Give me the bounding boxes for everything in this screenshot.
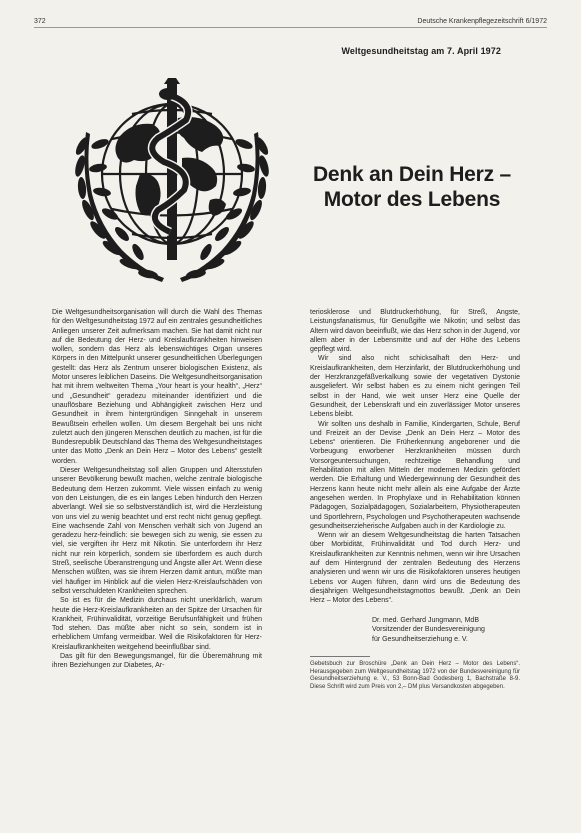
headline-line-2: Motor des Lebens — [323, 188, 501, 211]
article-headline — [286, 162, 538, 212]
footnote-rule — [310, 656, 370, 657]
paragraph: Dieser Weltgesundheitstag soll allen Gruppen und Altersstufen unserer Bevölkerung bewußt machen, welche zentrale biologische Bedeutung dem Herzen zukommt. Viele wissen einfach zu wenig von den Leistungen, die es ein langes Leben hindurch den Herzen abverlangt. Weil sie so selbstverständlich ist, wird die Herzleistung von uns viel zu wenig beachtet und erst recht nicht genug gepflegt. Eine wachsende Zahl von Menschen verhält sich von Jugend an geradezu herz-feindlich: sie bewegen sich zu wenig, sie essen zu viel, sie vergiften ihr Herz mit Nikotin. Sie unterfordern ihr Herz nicht nur rein körperlich, sondern sie überfordern es auch durch Streß, seelische Überanstrengung und Ängste aller Art. Wenn diese Menschen wüßten, was sie ihrem Herzen damit antun, müßte man viel häufiger im Hinblick auf die vielen Herz-Kreislaufschäden von selbst verschuldeten Krankheiten sprechen. — [52, 467, 262, 595]
journal-name: Deutsche Krankenpflegezeitschrift 6/1972 — [417, 18, 547, 25]
header-rule — [34, 27, 547, 28]
author-signature — [372, 616, 520, 645]
paragraph: Die Weltgesundheitsorganisation will durch die Wahl des Themas für den Weltgesundheitstag 1972 auf ein zentrales gesundheitliches Anliegen unserer Zeit aufmerksam machen. Sie hat damit nicht nur auf die Bedeutung der Herz- und Kreislaufkrankheiten hinweisen wollen, sondern das Herz als lebenswichtiges Organ unseres Körpers in den Mittelpunkt unserer gesundheitlichen Überlegungen gestellt: das Herz als Zentrum unserer biologischen Existenz, als Motor unseres leiblichen Daseins. Die Weltgesundheitsorganisation hat mit ihrem weltweiten Thema „Your heart is your health“, „Herz“ und „Gesundheit“ geradezu miteinander identifiziert und die unauflösbare Beziehung und Abhängigkeit zwischen Herz und Gesundheit in ihrem hintergründigen Sinngehalt in unserem Bewußtsein erhellen wollen. Um diesem Bergehalt bei uns nicht zuletzt auch den jüngeren Menschen deutlich zu machen, ist für die Bundesrepublik Deutschland das Thema des Weltgesundheitstages unter das Motto „Denk an Dein Herz – Motor des Lebens“ gestellt worden. — [52, 309, 262, 465]
paragraph: Wir sind also nicht schicksalhaft den Herz- und Kreislaufkrankheiten, dem Herzinfarkt, der Blutdruckerhöhung und der Herzkranzgefäßverkalkung sowie der vegetativen Dystonie ausgeliefert. Wir selbst haben es zu einem nicht geringen Teil selbst in der Hand, wie weit unser Herz eine Quelle der Gesundheit, der Lebenskraft und ein zuverlässiger Motor unseres Lebens bleibt. — [310, 355, 520, 419]
who-emblem-icon — [60, 74, 284, 298]
right-text-column — [310, 308, 520, 691]
page-number: 372 — [34, 18, 46, 25]
paragraph: So ist es für die Medizin durchaus nicht unerklärlich, warum heute die Herz-Kreislaufkrankheiten an der Spitze der Ursachen für Krankheit, Frühinvalidität, vorzeitige Berufsunfähigkeit und frühen Tod stehen. Das müßte aber nicht so sein, sondern ist in erheblichem Umfang vermeidbar. Weil die Risikofaktoren für Herz-Kreislaufkrankheiten weitgehend beeinflußbar sind. — [52, 597, 262, 651]
event-line: Weltgesundheitstag am 7. April 1972 — [341, 46, 501, 56]
paragraph: Das gilt für den Bewegungsmangel, für die Überernährung mit ihren Beziehungen zur Diabetes, Ar- — [52, 652, 262, 670]
author-role: Vorsitzender der Bundesvereinigung — [372, 626, 485, 633]
author-organization: für Gesundheitserziehung e. V. — [372, 635, 468, 643]
headline-line-1: Denk an Dein Herz – — [312, 163, 512, 186]
who-emblem-graphic — [60, 74, 284, 298]
paragraph: teriosklerose und Blutdruckerhöhung, für Streß, Angste, Leistungsfanatismus, für Genußgifte wie Nikotin; und selbst das Altern wird davon beeinflußt, wie das Herz schon in der Jugend, vor allem aber in der Lebensmitte und auf der Höhe des Lebens gepflegt wird. — [310, 309, 520, 354]
footnote: Gebetsbuch zur Broschüre „Denk an Dein Herz – Motor des Lebens“. Herausgegeben zum Weltgesundheitstag 1972 von der Bundesvereinigung für Gesundheitserziehung e. V., 53 Bonn-Bad Godesberg 1, Bachstraße 8-9. Diese Schrift wird zum Preis von 2,– DM plus Versandkosten abgegeben. — [310, 661, 520, 690]
running-header — [34, 18, 547, 25]
paragraph: Wir sollten uns deshalb in Familie, Kindergarten, Schule, Beruf und Freizeit an der Devise „Denk an Dein Herz – Motor des Lebens“ orientieren. Die Früherkennung angeborener und die Vorbeugung erworbener Herzkrankheiten müssen durch Vorsorgeuntersuchungen, rechtzeitige Behandlung und Rehabilitation mit allen Mitteln der modernen Medizin gefördert werden. Die Erhaltung und Wiedergewinnung der Gesundheit des Herzens kann heute nicht mehr allein als eine Aufgabe der Ärzte angesehen werden. In Prophylaxe und in Rehabilitation können Pädagogen, Sozialpädagogen, Sozialarbeitern, Physiotherapeuten und Sportlehrern, Psychologen und Psychotherapeuten wachsende gesundheitserzieherische Aufgaben auch in der Kardiologie zu. — [310, 420, 520, 530]
left-text-column — [52, 308, 262, 816]
author-name: Dr. med. Gerhard Jungmann, MdB — [372, 616, 479, 624]
paragraph: Wenn wir an diesem Weltgesundheitstag die harten Tatsachen über Morbidität, Frühinvalidität und Tod durch Herz- und Kreislaufkrankheiten zur Kenntnis nehmen, wenn wir ihre Ursachen auf dem Hintergrund der zentralen Bedeutung des Herzens analysieren und wenn wir uns die Risikofaktoren unseres heutigen Lebens vor Augen führen, dann wird uns die Bedeutung des diesjährigen Weltgesundheitstagmottos bewußt. „Denk an Dein Herz – Motor des Lebens“. — [310, 532, 520, 605]
